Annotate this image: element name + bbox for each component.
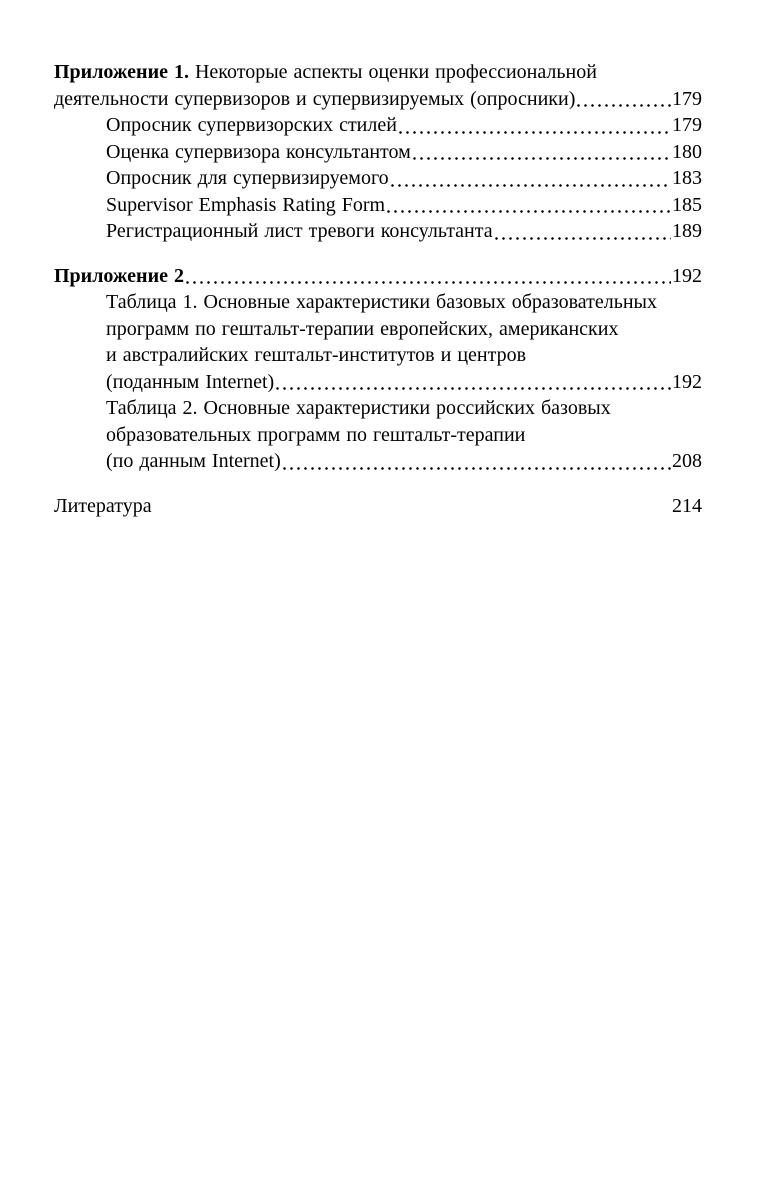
toc-entry-text: Оценка супервизора консультантом (106, 140, 411, 163)
dot-leader (577, 104, 671, 107)
page-number: 179 (672, 114, 702, 136)
dot-leader (399, 131, 671, 134)
toc-entry-text: (по данным Internet) (106, 450, 281, 472)
toc-entry-literature (54, 493, 702, 520)
toc-entry-table2-line2 (54, 422, 702, 449)
toc-entry-text: программ по гештальт-терапии европейских, американских (106, 317, 619, 340)
page-number: 179 (672, 87, 702, 110)
toc-entry-text: Опросник супервизорских стилей (106, 114, 397, 136)
page-number: 180 (672, 140, 702, 163)
toc-entry-supervisor-emphasis-rating-form (54, 192, 702, 219)
toc-entry-text: (поданным Internet) (106, 370, 275, 393)
toc-entry-table1-line4 (54, 369, 702, 396)
table-of-contents (54, 59, 702, 519)
toc-entry-appendix1-line1 (54, 59, 702, 86)
toc-entry-bold-label: Приложение 1. (54, 61, 189, 83)
page-number: 214 (672, 494, 702, 517)
dot-leader (283, 467, 671, 470)
toc-entry-text: Supervisor Emphasis Rating Form (106, 193, 386, 216)
dot-leader (387, 210, 671, 213)
toc-entry-table2-line1 (54, 395, 702, 422)
toc-entry-supervisory-styles (54, 112, 702, 139)
toc-entry-appendix1-line2 (54, 86, 702, 113)
toc-entry-table1-line2 (54, 316, 702, 343)
toc-entry-appendix2 (54, 263, 702, 290)
toc-entry-table1-line1 (54, 289, 702, 316)
dot-leader (391, 184, 671, 187)
toc-entry-text: Таблица 2. Основные характеристики российских базовых (106, 397, 611, 419)
page-number: 185 (672, 193, 702, 216)
toc-entry-text: Регистрационный лист тревоги консультанта (106, 220, 493, 242)
toc-entry-text: Таблица 1. Основные характеристики базовых образовательных (106, 291, 657, 313)
toc-entry-text: Некоторые аспекты оценки профессиональной (188, 61, 597, 83)
toc-entry-bold-label: Приложение 2 (54, 264, 184, 287)
page-number: 183 (672, 167, 702, 189)
toc-entry-text: Литература (54, 494, 152, 517)
dot-leader (413, 157, 671, 160)
toc-entry-text: деятельности супервизоров и супервизируемых (опросники) (54, 87, 576, 110)
page-number: 192 (672, 264, 702, 287)
dot-leader (276, 387, 671, 390)
dot-leader (186, 281, 671, 284)
toc-entry-text: образовательных программ по гештальт-терапии (106, 423, 526, 446)
page-number: 192 (672, 370, 702, 393)
toc-entry-supervisee-questionnaire (54, 165, 702, 192)
page-number: 208 (672, 450, 702, 472)
toc-entry-text: Опросник для супервизируемого (106, 167, 389, 189)
toc-entry-text: и австралийских гештальт-институтов и центров (106, 344, 527, 366)
toc-entry-supervisor-evaluation (54, 139, 702, 166)
page-number: 189 (672, 220, 702, 242)
toc-entry-anxiety-registration-sheet (54, 218, 702, 245)
dot-leader (495, 237, 671, 240)
toc-entry-table1-line3 (54, 342, 702, 369)
toc-entry-table2-line3 (54, 448, 702, 475)
